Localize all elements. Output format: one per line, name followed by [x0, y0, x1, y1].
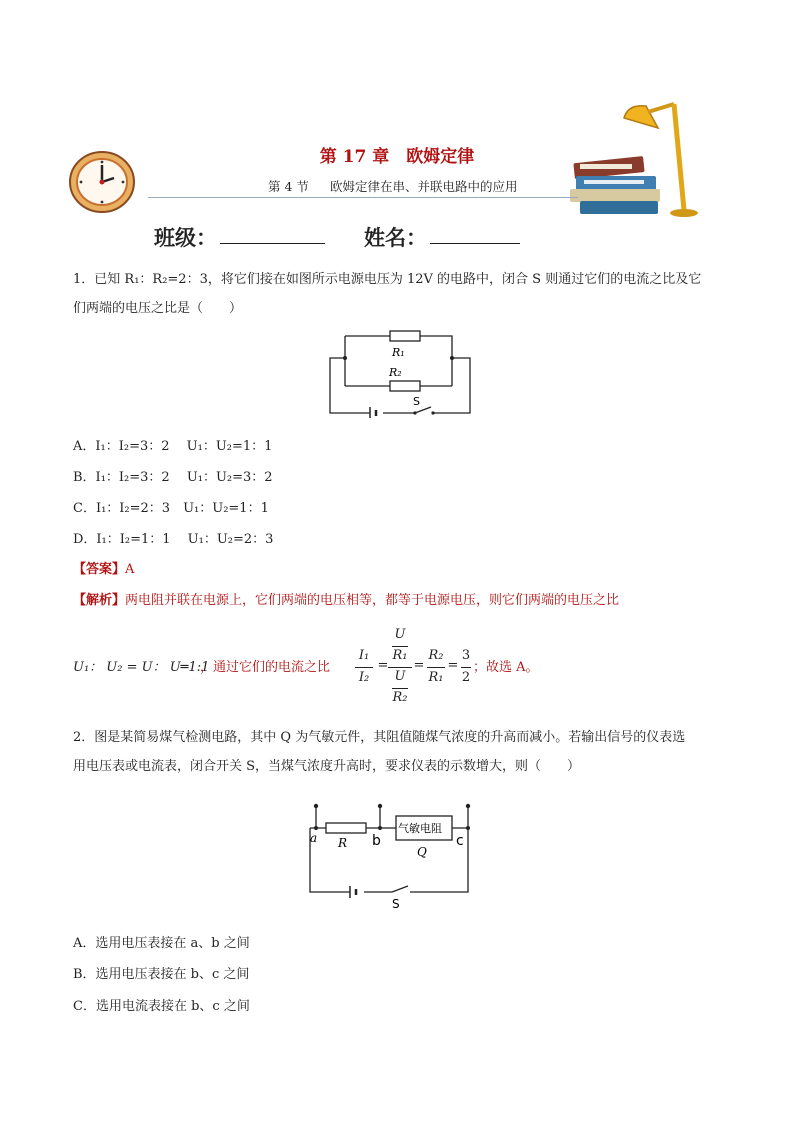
- q2-label-r: R: [338, 836, 348, 850]
- analysis-text: 两电阻并联在电源上，它们两端的电压相等，都等于电源电压，则它们两端的电压之比: [125, 593, 620, 608]
- frac-i2: I₂: [358, 670, 370, 685]
- q2-label-a: a: [310, 831, 318, 845]
- frac-bar-main: [388, 667, 412, 668]
- q1-stem-line1: 1．已知 R₁：R₂=2：3，将它们接在如图所示电源电压为 12V 的电路中，闭合 S 则通过它们的电流之比及它: [73, 272, 702, 287]
- frac-u-bottom: U: [394, 669, 406, 684]
- frac-r1: R₁: [392, 648, 408, 663]
- q1-circuit-diagram: [325, 328, 475, 418]
- header-rule: [148, 197, 578, 198]
- section-title: 欧姆定律在串、并联电路中的应用: [330, 179, 518, 194]
- q1-option-b[interactable]: B．I₁：I₂=3：2 U₁：U₂=3：2: [73, 470, 273, 485]
- class-blank[interactable]: [220, 243, 325, 244]
- frac-num: 3: [461, 648, 471, 663]
- eq-sign-2: =: [413, 658, 425, 673]
- q1-label-r1: R₁: [392, 346, 405, 359]
- frac-r2b: R₂: [428, 648, 444, 663]
- frac-den: 2: [461, 670, 471, 685]
- section-number: 第 4 节: [268, 179, 309, 194]
- frac-i1: I₁: [358, 648, 370, 663]
- chapter-title: 第 17 章 欧姆定律: [319, 147, 475, 167]
- q2-label-sensor: 气敏电阻: [398, 822, 442, 835]
- frac-r1b: R₁: [428, 670, 444, 685]
- frac-bar-u1: [392, 646, 408, 647]
- q1-option-c[interactable]: C．I₁：I₂=2：3 U₁：U₂=1：1: [73, 501, 269, 516]
- q1-eq-end: ；故选 A。: [473, 660, 539, 675]
- q1-option-a[interactable]: A．I₁：I₂=3：2 U₁：U₂=1：1: [73, 439, 273, 454]
- q2-option-c[interactable]: C．选用电流表接在 b、c 之间: [73, 999, 250, 1014]
- q2-stem-line2: 用电压表或电流表，闭合开关 S，当煤气浓度升高时，要求仪表的示数增大，则（ ）: [73, 759, 581, 774]
- q1-stem-line2: 们两端的电压之比是（ ）: [73, 301, 243, 316]
- q2-stem-line1: 2．图是某简易煤气检测电路，其中 Q 为气敏元件，其阻值随煤气浓度的升高而减小。若输出信号的仪表选: [73, 730, 686, 745]
- eq-sign-3: =: [447, 658, 459, 673]
- q1-label-r2: R₂: [389, 366, 402, 379]
- frac-bar-32: [461, 667, 471, 668]
- q1-eq-mid: ，通过它们的电流之比: [200, 660, 331, 675]
- name-label: 姓名：: [364, 225, 427, 250]
- q1-eq-voltage: U₁： U₂ = U： U═1:1: [73, 660, 210, 675]
- frac-u-top: U: [394, 627, 406, 642]
- eq-sign-1: =: [377, 658, 389, 673]
- frac-bar-r: [427, 667, 445, 668]
- q2-circuit-diagram: [300, 794, 485, 912]
- q1-label-switch: S: [413, 395, 420, 408]
- class-label: 班级：: [154, 225, 217, 250]
- q2-label-switch: S: [392, 897, 400, 911]
- q2-option-a[interactable]: A．选用电压表接在 a、b 之间: [73, 936, 250, 951]
- q1-analysis-line1: [73, 591, 619, 611]
- name-blank[interactable]: [430, 243, 520, 244]
- q1-option-d[interactable]: D．I₁：I₂=1：1 U₁：U₂=2：3: [73, 532, 274, 547]
- analysis-tag: 【解析】: [73, 593, 126, 608]
- answer-tag: 【答案】: [73, 562, 126, 577]
- q2-label-q: Q: [417, 845, 427, 859]
- frac-bar-u2: [392, 688, 408, 689]
- answer-value: A: [125, 562, 135, 577]
- q1-answer: [73, 560, 134, 580]
- frac-r2: R₂: [392, 690, 408, 705]
- q2-label-b: b: [372, 833, 381, 849]
- q2-label-c: c: [456, 833, 464, 849]
- frac-bar-i: [355, 667, 373, 668]
- q2-option-b[interactable]: B．选用电压表接在 b、c 之间: [73, 967, 250, 982]
